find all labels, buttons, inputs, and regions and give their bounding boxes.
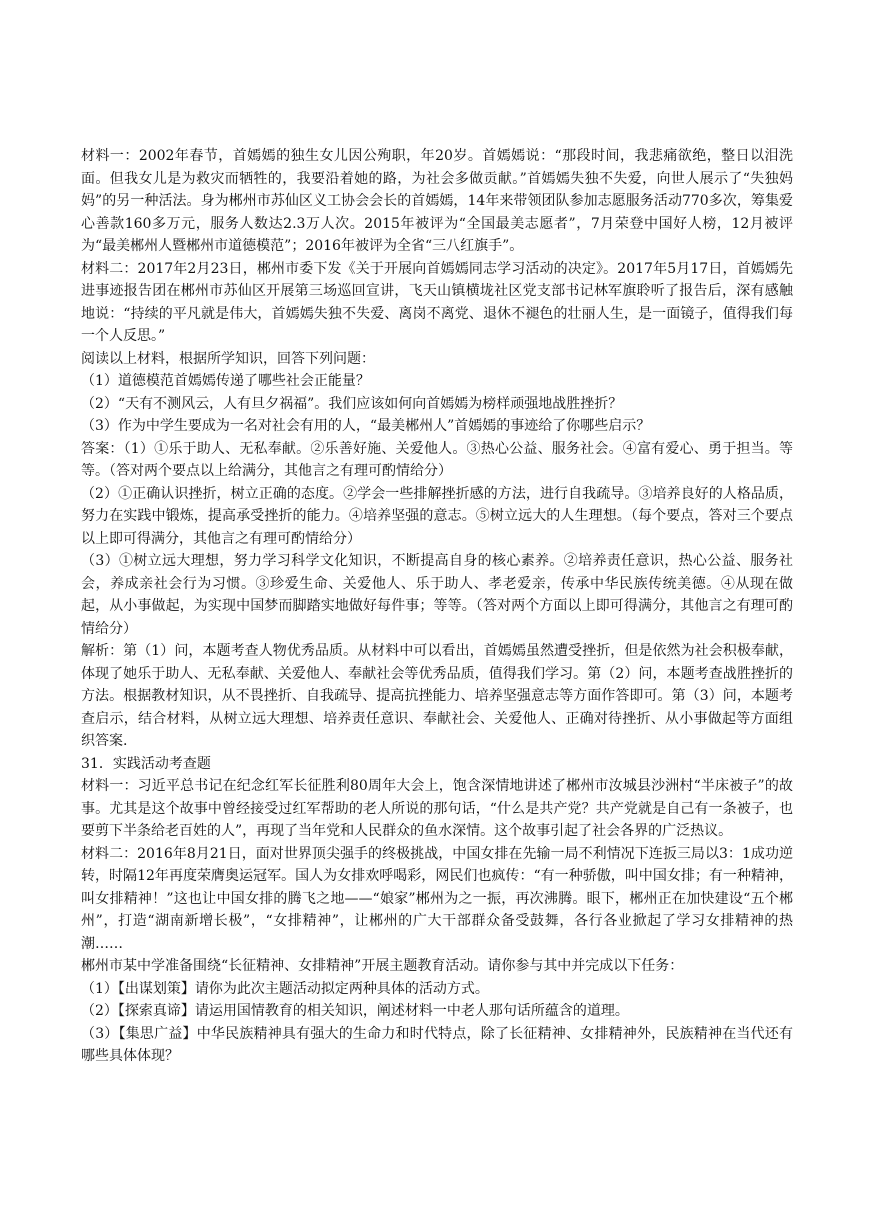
q31-task-3: （3）【集思广益】中华民族精神具有强大的生命力和时代特点，除了长征精神、女排精神外，民族精神在当代还有哪些具体体现？ bbox=[81, 1025, 793, 1064]
material-two-paragraph: 材料二：2017年2月23日，郴州市委下发《关于开展向首嫣嫣同志学习活动的决定》。2017年5月17日，首嫣嫣先进事迹报告团在郴州市苏仙区开展第三场巡回宣讲，飞天山镇横垅社区党支部书记林军旗聆听了报告后，深有感触地说：“持续的平凡就是伟大，首嫣嫣失独不失爱、离岗不离党、退休不褪色的壮丽人生，是一面镜子，值得我们每一个人反思。” bbox=[81, 260, 793, 344]
q31-task-2: （2）【探索真谛】请运用国情教育的相关知识，阐述材料一中老人那句话所蕴含的道理。 bbox=[81, 1003, 629, 1019]
document-body bbox=[81, 145, 793, 1068]
question-2: （2）“天有不测风云，人有旦夕祸福”。我们应该如何向首嫣嫣为榜样顽强地战胜挫折？ bbox=[81, 395, 623, 412]
analysis-paragraph: 解析：第（1）问，本题考查人物优秀品质。从材料中可以看出，首嫣嫣虽然遭受挫折，但是依然为社会积极奉献，体现了她乐于助人、无私奉献、关爱他人、奉献社会等优秀品质，值得我们学习。第（2）问，本题考查战胜挫折的方法。根据教材知识，从不畏挫折、自我疏导、提高抗挫能力、培养坚强意志等方面作答即可。第（3）问，本题考查启示，结合材料，从树立远大理想、培养责任意识、奉献社会、关爱他人、正确对待挫折、从小事做起等方面组织答案. bbox=[81, 643, 793, 749]
q31-task-1: （1）【出谋划策】请你为此次主题活动拟定两种具体的活动方式。 bbox=[81, 980, 489, 997]
answer-2: （2）①正确认识挫折，树立正确的态度。②学会一些排解挫折感的方法，进行自我疏导。③培养良好的人格品质，努力在实践中锻炼，提高承受挫折的能力。④培养坚强的意志。⑤树立远大的人生理想。（每个要点，答对三个要点以上即可得满分，其他言之有理可酌情给分） bbox=[81, 485, 793, 547]
q31-material-one: 材料一：习近平总书记在纪念红军长征胜利80周年大会上，饱含深情地讲述了郴州市汝城县沙洲村“半床被子”的故事。尤其是这个故事中曾经接受过红军帮助的老人所说的那句话，“什么是共产党？共产党就是自己有一条被子，也要剪下半条给老百姓的人”，再现了当年党和人民群众的鱼水深情。这个故事引起了社会各界的广泛热议。 bbox=[81, 778, 793, 839]
q31-task-intro: 郴州市某中学准备围绕“长征精神、女排精神”开展主题教育活动。请你参与其中并完成以下任务： bbox=[81, 958, 684, 974]
question-3: （3）作为中学生要成为一名对社会有用的人，“最美郴州人”首嫣嫣的事迹给了你哪些启示？ bbox=[81, 418, 651, 434]
question-1: （1）道德模范首嫣嫣传递了哪些社会正能量？ bbox=[81, 373, 370, 389]
instruction-line: 阅读以上材料，根据所学知识，回答下列问题： bbox=[81, 350, 375, 367]
material-one-paragraph: 材料一：2002年春节，首嫣嫣的独生女儿因公殉职，年20岁。首嫣嫣说：“那段时间，我悲痛欲绝，整日以泪洗面。但我女儿是为救灾而牺牲的，我要沿着她的路，为社会多做贡献。”首嫣嫣失独不失爱，向世人展示了“失独妈妈”的另一种活法。身为郴州市苏仙区义工协会会长的首嫣嫣，14年来带领团队参加志愿服务活动770多次，筹集爱心善款160多万元，服务人数达2.3万人次。2015年被评为“全国最美志愿者”，7月荣登中国好人榜，12月被评为“最美郴州人暨郴州市道德模范”；2016年被评为全省“三八红旗手”。 bbox=[81, 148, 793, 254]
q31-material-two: 材料二：2016年8月21日，面对世界顶尖强手的终极挑战，中国女排在先输一局不利情况下连扳三局以3：1成功逆转，时隔12年再度荣膺奥运冠军。国人为女排欢呼喝彩，网民们也疯传：“有一种骄傲，叫中国女排；有一种精神，叫女排精神！”这也让中国女排的腾飞之地——“娘家”郴州为之一振，再次沸腾。眼下，郴州正在加快建设“五个郴州”，打造“湖南新增长极”，“女排精神”，让郴州的广大干部群众备受鼓舞，各行各业掀起了学习女排精神的热潮…… bbox=[81, 845, 793, 952]
answer-1: 答案：（1）①乐于助人、无私奉献。②乐善好施、关爱他人。③热心公益、服务社会。④富有爱心、勇于担当。等等。（答对两个要点以上给满分，其他言之有理可酌情给分） bbox=[81, 440, 793, 479]
answer-3: （3）①树立远大理想，努力学习科学文化知识，不断提高自身的核心素养。②培养责任意识，热心公益、服务社会，养成亲社会行为习惯。③珍爱生命、关爱他人、乐于助人、孝老爱亲，传承中华民族传统美德。④从现在做起，从小事做起，为实现中国梦而脚踏实地做好每件事；等等。（答对两个方面以上即可得满分，其他言之有理可酌情给分） bbox=[81, 553, 793, 637]
question-31-heading: 31．实践活动考查题 bbox=[81, 755, 211, 772]
